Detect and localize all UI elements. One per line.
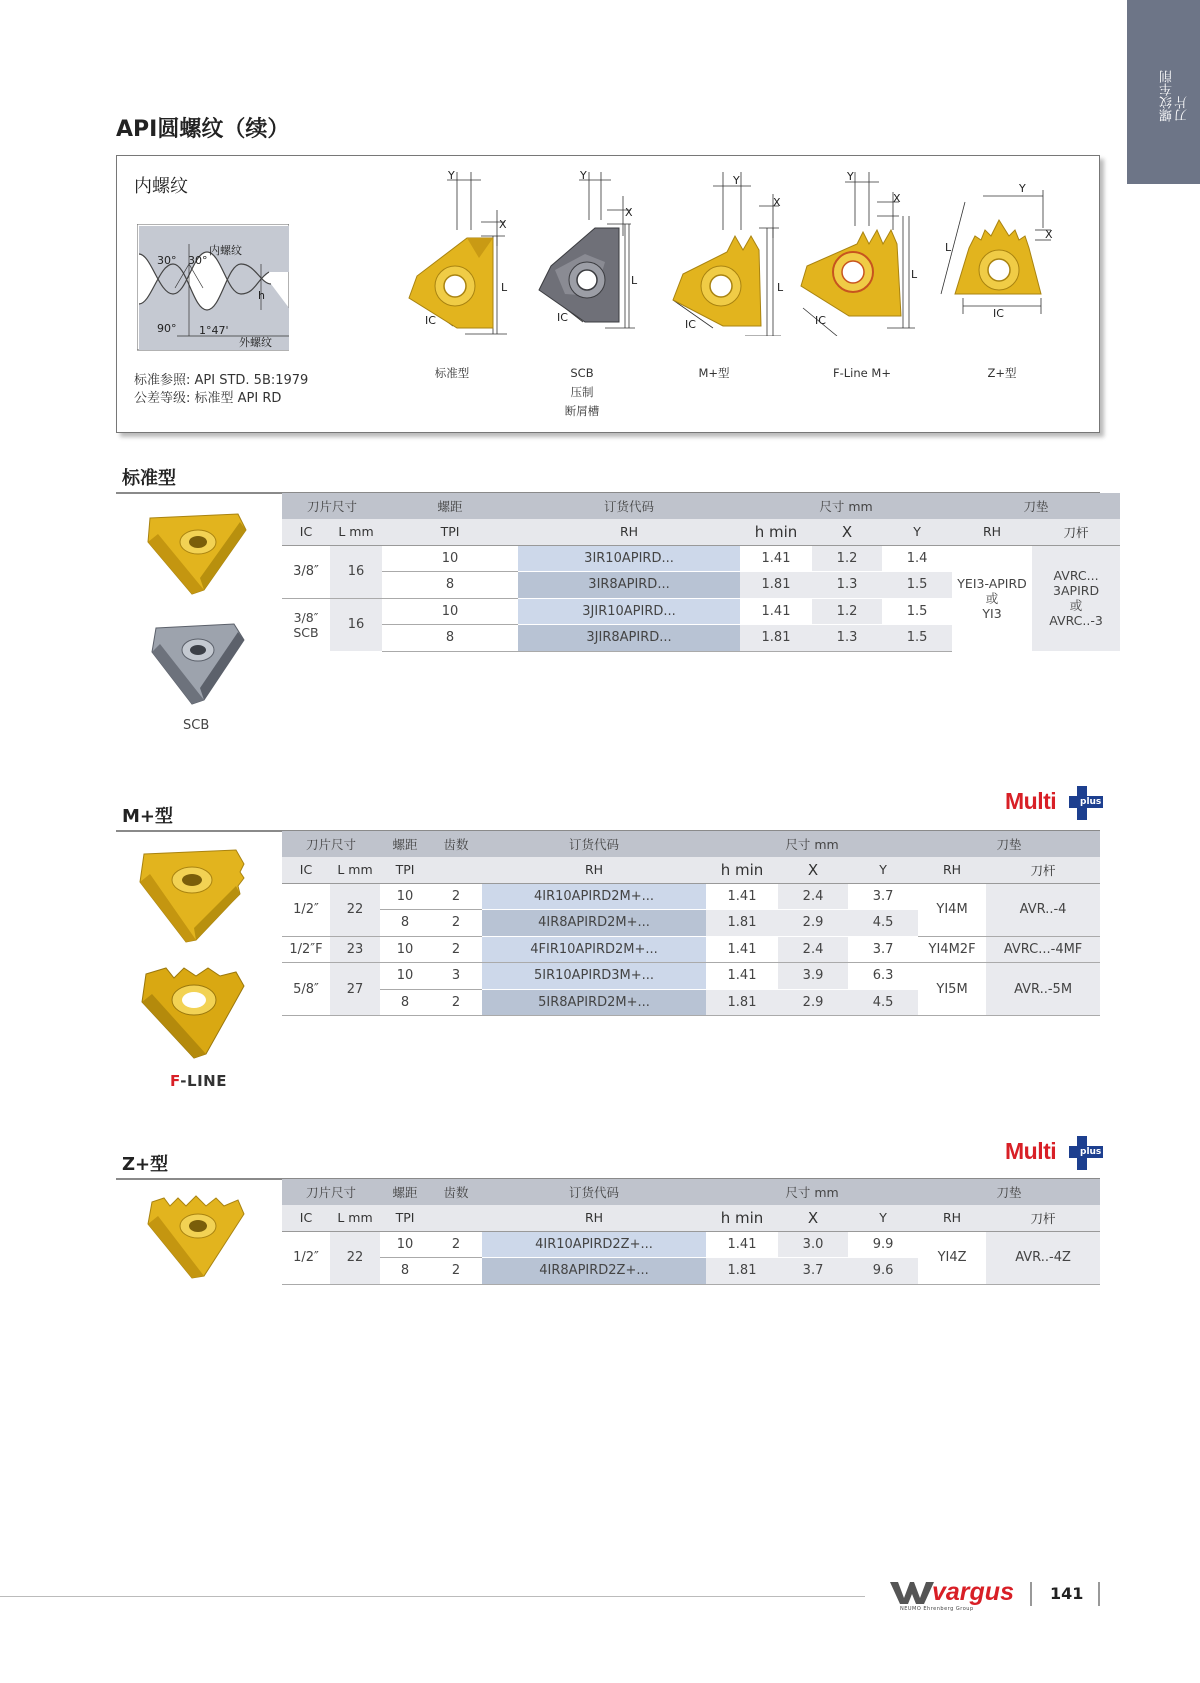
svg-text:IC: IC xyxy=(425,314,436,327)
diagram-fline-caption: F-Line M+ xyxy=(833,366,891,380)
scb-insert-image xyxy=(148,620,248,710)
chapter-tab[interactable] xyxy=(1127,0,1200,184)
table-subheader-row: IC L mm TPI RH h min X Y RH 刀杆 xyxy=(282,857,1100,883)
diagram-zplus xyxy=(935,166,1065,336)
standard-insert-image xyxy=(144,508,249,598)
thread-profile-diagram xyxy=(137,224,289,351)
svg-text:X: X xyxy=(773,196,781,209)
svg-text:L: L xyxy=(631,274,638,287)
svg-text:Y: Y xyxy=(580,169,587,182)
section-title-standard: 标准型 xyxy=(122,468,176,489)
svg-text:L: L xyxy=(777,281,784,294)
svg-text:X: X xyxy=(499,218,507,231)
section-title-zplus: Z+型 xyxy=(122,1154,169,1175)
multiplus-logo: Multi plus xyxy=(1003,1136,1103,1172)
page-title: API圆螺纹（续） xyxy=(116,117,290,142)
svg-text:Y: Y xyxy=(1019,182,1026,195)
mplus-insert-image xyxy=(136,846,256,946)
table-header-row: 刀片尺寸 螺距 齿数 订货代码 尺寸 mm 刀垫 xyxy=(282,831,1100,857)
intro-box-title: 内螺纹 xyxy=(134,176,188,197)
table-row: 8 2 5IR8APIRD2M+... 1.81 2.9 4.5 xyxy=(282,989,1100,1016)
chapter-tab-label: 螺纹车削 刀片 xyxy=(1160,70,1190,122)
svg-text:X: X xyxy=(1045,228,1053,241)
svg-text:L: L xyxy=(945,241,952,254)
footer-separator xyxy=(1030,1582,1032,1606)
svg-text:内螺纹: 内螺纹 xyxy=(209,244,242,257)
svg-text:外螺纹: 外螺纹 xyxy=(239,336,272,349)
diagram-standard-caption: 标准型 xyxy=(434,366,470,380)
diagram-standard xyxy=(407,166,517,336)
table-row: 1/2″ 22 10 2 4IR10APIRD2M+... 1.41 2.4 3.7 YI4M AVR..-4 xyxy=(282,883,1100,910)
footer-separator xyxy=(1098,1582,1100,1606)
standard-spec-table xyxy=(282,493,1120,652)
table-header-row: 刀片尺寸 螺距 齿数 订货代码 尺寸 mm 刀垫 xyxy=(282,1179,1100,1205)
fline-label: F-LINE xyxy=(170,1072,227,1090)
vargus-logo: vargus NEUMO Ehrenberg Group xyxy=(890,1580,1030,1612)
svg-text:30°: 30° xyxy=(188,254,208,267)
standard-reference: 标准参照: API STD. 5B:1979 公差等级: 标准型 API RD xyxy=(134,373,309,406)
svg-text:X: X xyxy=(893,192,901,205)
svg-text:IC: IC xyxy=(557,311,568,324)
table-row: 3/8″ 16 10 3IR10APIRD... 1.41 1.2 1.4 YEI3-APIRD 或 YI3 AVRC... 3APIRD 或 AVRC..-3 xyxy=(282,545,1120,572)
svg-text:90°: 90° xyxy=(157,322,177,335)
svg-text:L: L xyxy=(501,281,508,294)
zplus-insert-image xyxy=(144,1192,249,1282)
vargus-mark-icon xyxy=(890,1582,934,1604)
diagram-scb xyxy=(535,166,645,336)
diagram-mplus-caption: M+型 xyxy=(698,366,730,380)
table-subheader-row: IC L mm TPI RH h min X Y RH 刀杆 xyxy=(282,1205,1100,1231)
table-row: 8 2 4IR8APIRD2Z+... 1.81 3.7 9.6 xyxy=(282,1258,1100,1285)
svg-text:h: h xyxy=(258,289,265,302)
svg-text:1°47': 1°47' xyxy=(199,324,229,337)
svg-text:IC: IC xyxy=(685,318,696,331)
table-row: 1/2″ 22 10 2 4IR10APIRD2Z+... 1.41 3.0 9.9 YI4Z AVR..-4Z xyxy=(282,1231,1100,1258)
zplus-spec-table xyxy=(282,1179,1100,1285)
footer-divider xyxy=(0,1596,865,1597)
svg-text:30°: 30° xyxy=(157,254,177,267)
table-row: 8 3IR8APIRD... 1.81 1.3 1.5 xyxy=(282,572,1120,599)
table-row: 8 3JIR8APIRD... 1.81 1.3 1.5 xyxy=(282,625,1120,652)
multiplus-logo: Multi plus xyxy=(1003,786,1103,822)
table-row: 1/2″F 23 10 2 4FIR10APIRD2M+... 1.41 2.4 3.7 YI4M2F AVRC...-4MF xyxy=(282,936,1100,963)
table-header-row: 刀片尺寸 螺距 订货代码 尺寸 mm 刀垫 xyxy=(282,493,1120,519)
svg-text:IC: IC xyxy=(993,307,1004,320)
diagram-zplus-caption: Z+型 xyxy=(987,366,1017,380)
table-row: 5/8″ 27 10 3 5IR10APIRD3M+... 1.41 3.9 6.3 YI5M AVR..-5M xyxy=(282,963,1100,990)
diagram-fline xyxy=(797,166,927,336)
diagram-mplus xyxy=(669,166,789,336)
intro-box xyxy=(116,155,1100,433)
fline-insert-image xyxy=(136,964,256,1064)
svg-text:Y: Y xyxy=(448,169,455,182)
table-row: 3/8″ SCB 16 10 3JIR10APIRD... 1.41 1.2 1.5 xyxy=(282,598,1120,625)
svg-text:X: X xyxy=(625,206,633,219)
scb-image-label: SCB xyxy=(183,718,210,733)
table-subheader-row: IC L mm TPI RH h min X Y RH 刀杆 xyxy=(282,519,1120,545)
svg-text:Y: Y xyxy=(733,174,740,187)
diagram-scb-caption: SCB 压制 断屑槽 xyxy=(564,366,600,418)
svg-text:L: L xyxy=(911,268,918,281)
table-row: 8 2 4IR8APIRD2M+... 1.81 2.9 4.5 xyxy=(282,910,1100,937)
section-title-mplus: M+型 xyxy=(122,806,173,827)
svg-text:Y: Y xyxy=(847,170,854,183)
svg-text:IC: IC xyxy=(815,314,826,327)
page-number: 141 xyxy=(1050,1584,1084,1603)
mplus-spec-table xyxy=(282,831,1100,1016)
